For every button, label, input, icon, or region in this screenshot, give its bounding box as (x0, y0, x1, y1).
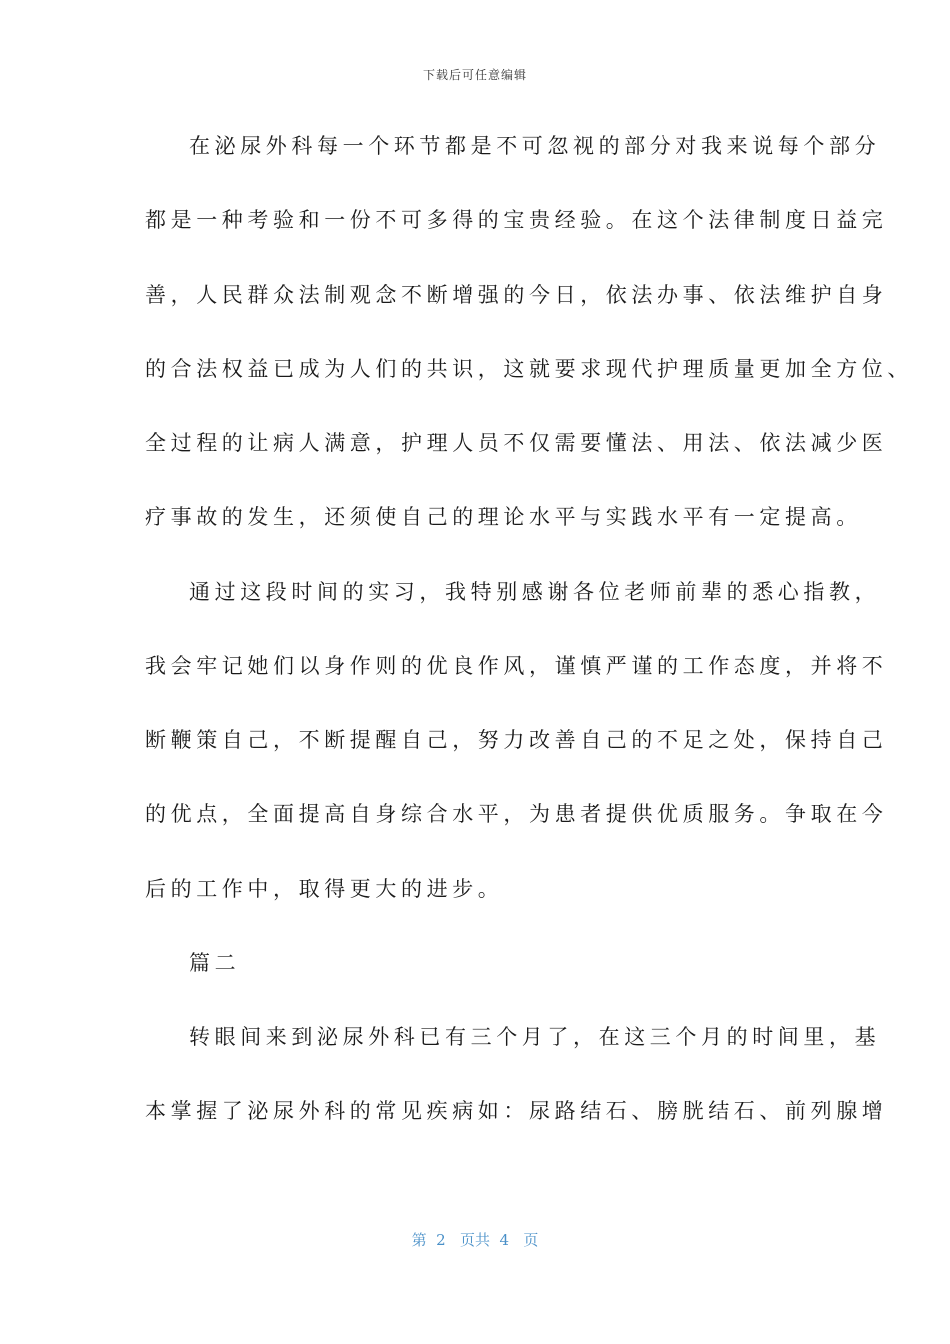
paragraph-line: 断鞭策自己，不断提醒自己，努力改善自己的不足之处，保持自己 (145, 728, 888, 752)
paragraph-line: 通过这段时间的实习，我特别感谢各位老师前辈的悉心指教， (189, 579, 881, 604)
paragraph-line: 后的工作中，取得更大的进步。 (145, 876, 504, 901)
paragraph-line: 全过程的让病人满意，护理人员不仅需要懂法、用法、依法减少医 (145, 431, 888, 455)
paragraph-line: 疗事故的发生，还须使自己的理论水平与实践水平有一定提高。 (145, 505, 862, 530)
paragraph-line: 的优点，全面提高自身综合水平，为患者提供优质服务。争取在今 (145, 802, 888, 827)
paragraph-line: 的合法权益已成为人们的共识，这就要求现代护理质量更加全方位、 (145, 356, 913, 381)
paragraph-line: 都是一种考验和一份不可多得的宝贵经验。在这个法律制度日益完 (145, 208, 888, 233)
page-header: 下载后可任意编辑 (422, 68, 527, 82)
paragraph-line: 转眼间来到泌尿外科已有三个月了，在这三个月的时间里，基 (189, 1025, 881, 1049)
document-body (145, 128, 913, 1168)
paragraph-line: 本掌握了泌尿外科的常见疾病如：尿路结石、膀胱结石、前列腺增 (145, 1099, 888, 1124)
paragraph-line: 善，人民群众法制观念不断增强的今日，依法办事、依法维护自身 (145, 282, 888, 307)
page-footer: 第 2 页共 4 页 (411, 1231, 539, 1249)
section-heading: 篇二 (189, 950, 241, 975)
paragraph-line: 在泌尿外科每一个环节都是不可忽视的部分对我来说每个部分 (189, 134, 881, 158)
paragraph-line: 我会牢记她们以身作则的优良作风，谨慎严谨的工作态度，并将不 (145, 653, 888, 678)
